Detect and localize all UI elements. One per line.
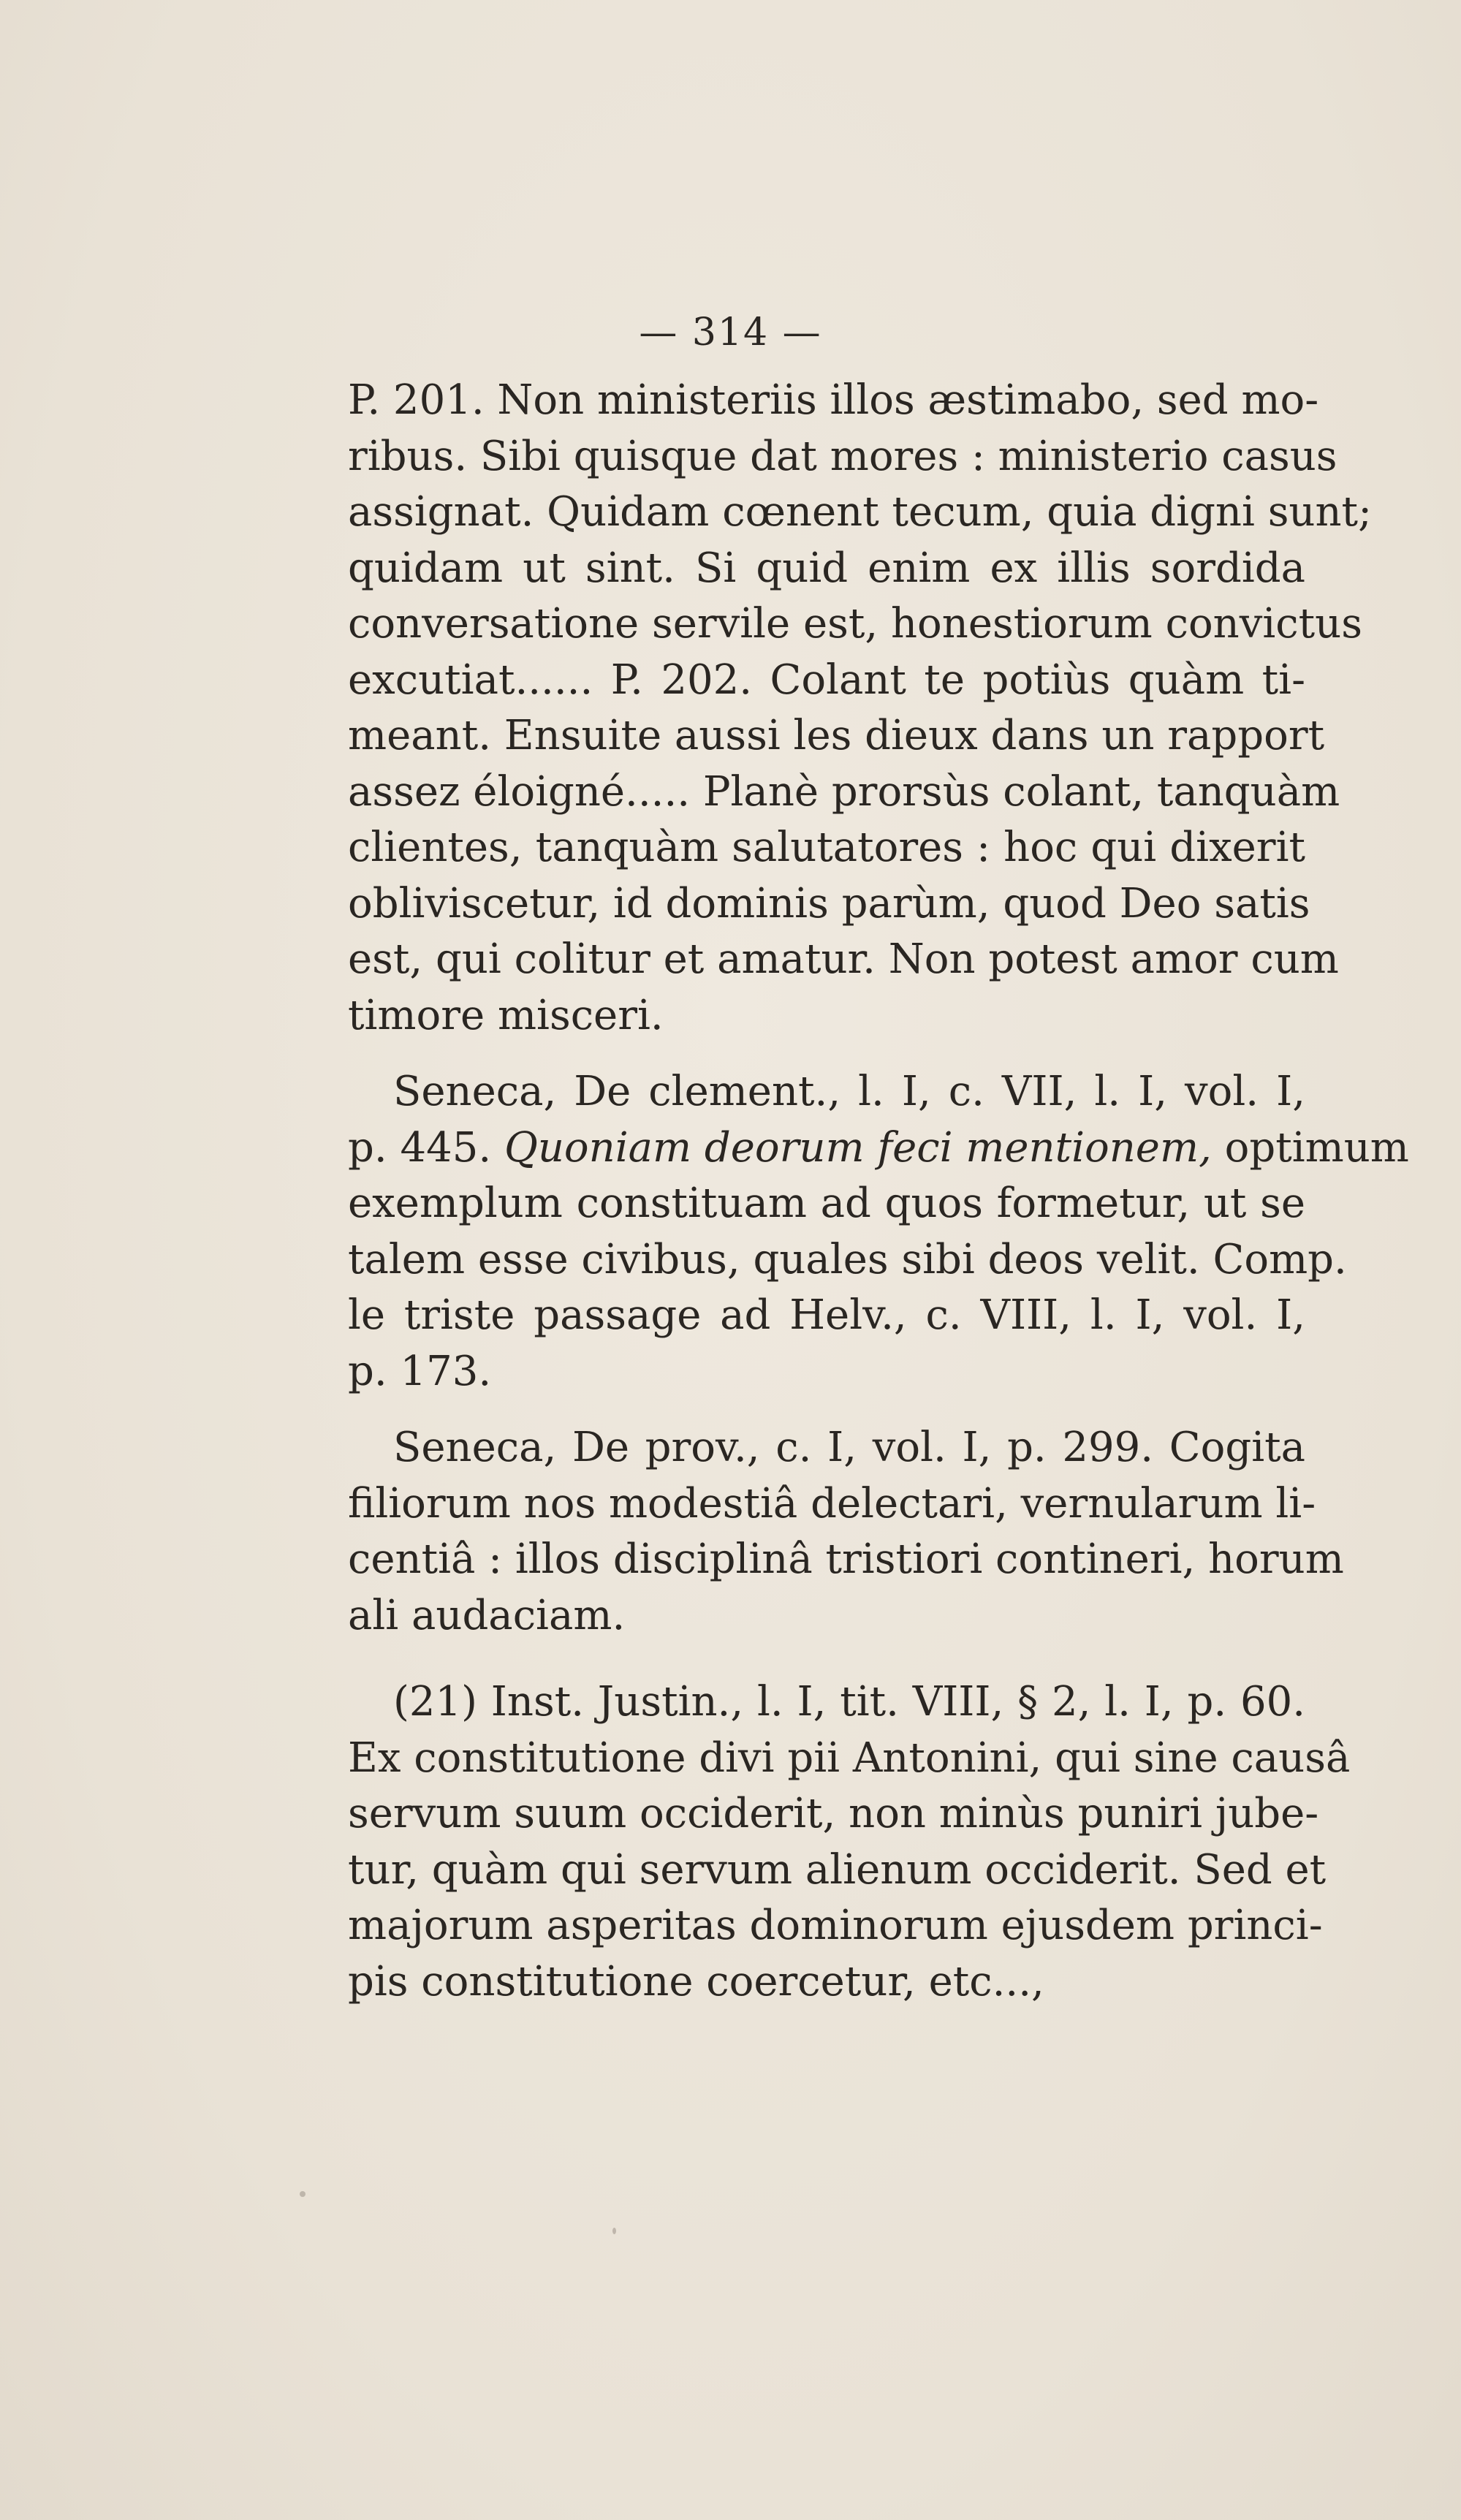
- text-line: ali audaciam.: [348, 1591, 626, 1639]
- text-line: ribus. Sibi quisque dat mores : ministerio casus: [348, 432, 1337, 480]
- text-line: pis constitutione coercetur, etc...,: [348, 1957, 1044, 2005]
- text-line: assez éloigné..... Planè prorsùs colant, tanquàm: [348, 767, 1340, 816]
- text-line: excutiat...... P. 202. Colant te potiùs quàm ti-: [348, 656, 1305, 704]
- paper-speck: [612, 2228, 616, 2234]
- italic-quote: Quoniam deorum feci mentionem,: [504, 1123, 1212, 1172]
- text-line: assignat. Quidam cœnent tecum, quia digni sunt;: [348, 488, 1372, 536]
- text-line: majorum asperitas dominorum ejusdem princi-: [348, 1902, 1323, 1949]
- text-line: timore misceri.: [348, 991, 664, 1039]
- text-line: clientes, tanquàm salutatores : hoc qui dixerit: [348, 824, 1305, 871]
- text-line: P. 201. Non ministeriis illos æstimabo, sed mo-: [348, 376, 1319, 424]
- text-line: quidam ut sint. Si quid enim ex illis sordida: [348, 544, 1305, 592]
- paper-speck: [300, 2191, 306, 2197]
- text-line: le triste passage ad Helv., c. VIII, l. I, vol. I,: [348, 1291, 1305, 1339]
- text-line: talem esse civibus, quales sibi deos velit. Comp.: [348, 1235, 1347, 1283]
- text-line: filiorum nos modestiâ delectari, vernularum li-: [348, 1479, 1316, 1527]
- text-fragment: p. 445.: [348, 1123, 492, 1172]
- text-line: exemplum constituam ad quos formetur, ut se: [348, 1180, 1305, 1227]
- text-line: conversatione servile est, honestiorum convictus: [348, 600, 1362, 648]
- text-line: Ex constitutione divi pii Antonini, qui sine causâ: [348, 1734, 1351, 1782]
- citation-line: Seneca, De clement., l. I, c. VII, l. I, vol. I,: [393, 1068, 1305, 1115]
- text-line-mixed: [348, 1120, 1409, 1177]
- text-fragment: optimum: [1224, 1123, 1409, 1172]
- text-line: p. 173.: [348, 1347, 492, 1395]
- text-line: tur, quàm qui servum alienum occiderit. Sed et: [348, 1845, 1327, 1894]
- text-line: obliviscetur, id dominis parùm, quod Deo satis: [348, 879, 1310, 927]
- text-line: est, qui colitur et amatur. Non potest amor cum: [348, 935, 1339, 983]
- text-line: servum suum occiderit, non minùs puniri jube-: [348, 1790, 1319, 1837]
- page-number-header: — 314 —: [639, 311, 822, 354]
- body-text: [348, 373, 1409, 2010]
- footnote-line: (21) Inst. Justin., l. I, tit. VIII, § 2, l. I, p. 60.: [393, 1678, 1305, 1726]
- text-line: centiâ : illos disciplinâ tristiori contineri, horum: [348, 1536, 1344, 1583]
- citation-line: Seneca, De prov., c. I, vol. I, p. 299. Cogita: [393, 1424, 1305, 1471]
- text-line: meant. Ensuite aussi les dieux dans un rapport: [348, 712, 1325, 759]
